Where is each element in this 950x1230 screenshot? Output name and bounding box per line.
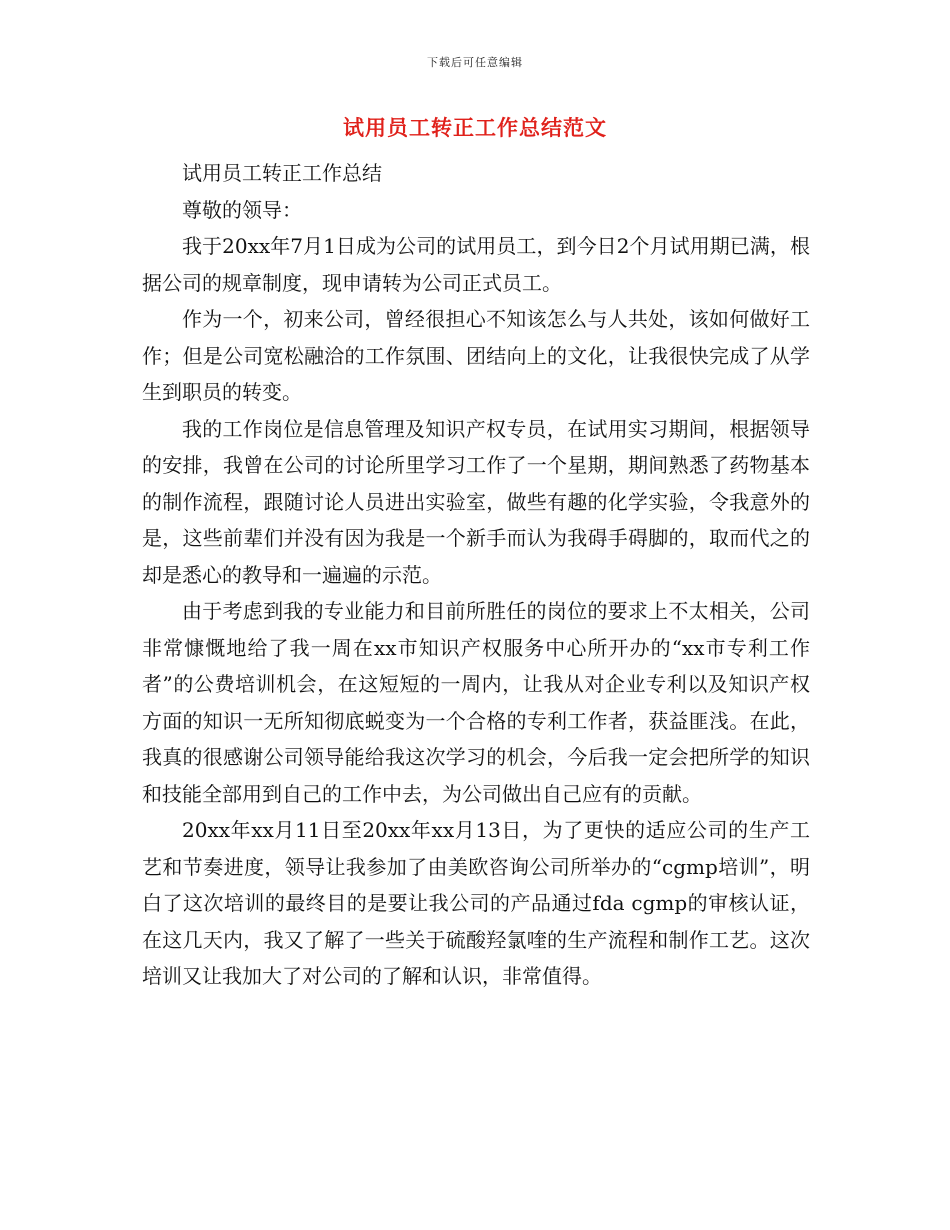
paragraph-salutation: 尊敬的领导： <box>182 197 302 222</box>
paragraph: 由于考虑到我的专业能力和目前所胜任的岗位的要求上不太相关，公司非常慷慨地给了我一周在xx市知识产权服务中心所开办的“xx市专利工作者”的公费培训机会，在这短短的一周内，让我从对企业专利以及知识产权方面的知识一无所知彻底蜕变为一个合格的专利工作者，获益匪浅。在此，我真的很感谢公司领导能给我这次学习的机会，今后我一定会把所学的知识和技能全部用到自己的工作中去，为公司做出自己应有的贡献。 <box>142 599 810 806</box>
paragraph: 我于20xx年7月1日成为公司的试用员工，到今日2个月试用期已满，根据公司的规章制度，现申请转为公司正式员工。 <box>142 234 810 295</box>
paragraph: 我的工作岗位是信息管理及知识产权专员，在试用实习期间，根据领导的安排，我曾在公司的讨论所里学习工作了一个星期，期间熟悉了药物基本的制作流程，跟随讨论人员进出实验室，做些有趣的化学实验，令我意外的是，这些前辈们并没有因为我是一个新手而认为我碍手碍脚的，取而代之的却是悉心的教导和一遍遍的示范。 <box>142 416 810 587</box>
paragraph-subtitle: 试用员工转正工作总结 <box>182 161 382 185</box>
paragraph: 20xx年xx月11日至20xx年xx月13日，为了更快的适应公司的生产工艺和节奏进度，领导让我参加了由美欧咨询公司所举办的“cgmp培训”，明白了这次培训的最终目的是要让我公司的产品通过fda cgmp的审核认证，在这几天内，我又了解了一些关于硫酸羟氯喹的生产流程和制作工艺。这次培训又让我加大了对公司的了解和认识，非常值得。 <box>142 818 810 988</box>
header-note: 下载后可任意编辑 <box>427 56 523 69</box>
document-title: 试用员工转正工作总结范文 <box>343 115 607 140</box>
document-body <box>142 155 810 995</box>
paragraph: 作为一个，初来公司，曾经很担心不知该怎么与人共处，该如何做好工作；但是公司宽松融洽的工作氛围、团结向上的文化，让我很快完成了从学生到职员的转变。 <box>142 307 810 404</box>
